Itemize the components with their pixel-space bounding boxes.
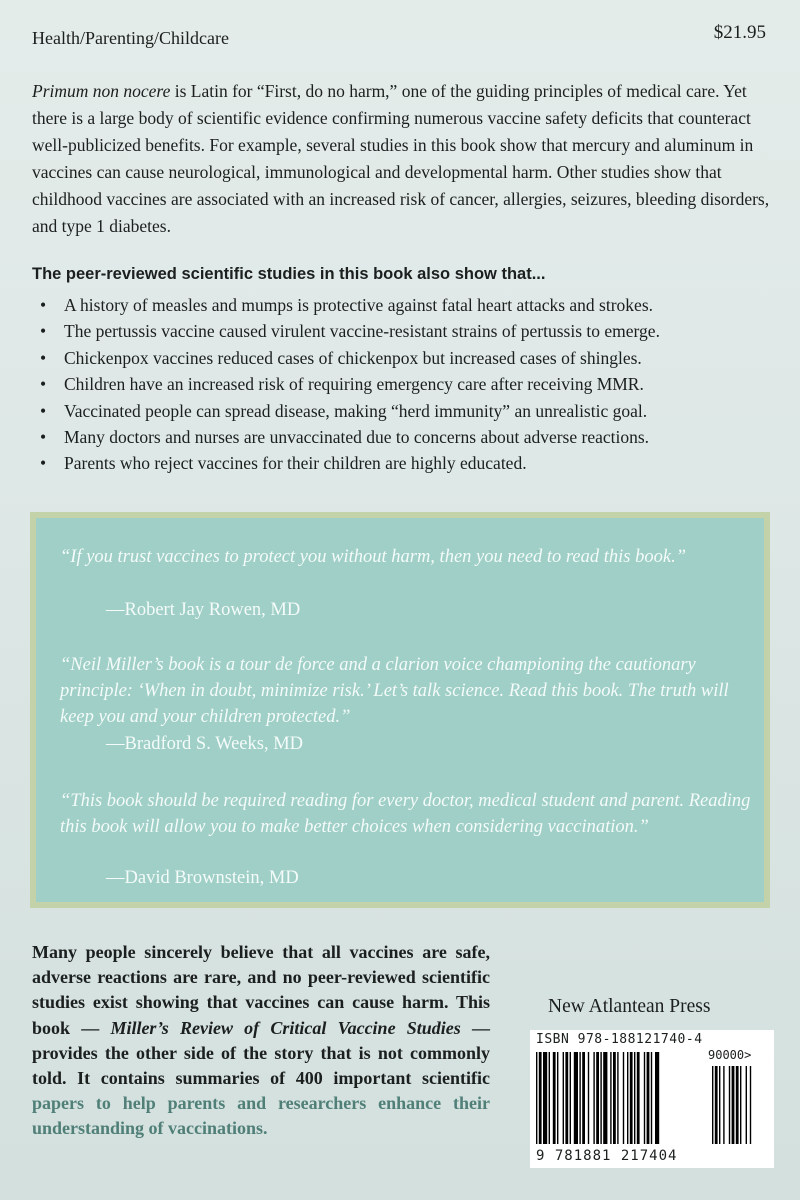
testimonial-quote-3: “This book should be required reading for every doctor, medical student and parent. Reading this book will allow you to make better choices when considering vaccination.” — [60, 791, 751, 837]
barcode-bar — [582, 1052, 585, 1144]
category-label: Health/Parenting/Childcare — [32, 28, 229, 48]
barcode-addon-bar — [719, 1066, 720, 1144]
barcode-bar — [543, 1052, 547, 1144]
barcode-addon: 90000> — [708, 1048, 752, 1062]
barcode-bar — [536, 1052, 537, 1144]
barcode-digits: 9 781881 217404 — [536, 1148, 678, 1164]
barcode-bar — [593, 1052, 594, 1144]
barcode-bar — [613, 1052, 616, 1144]
barcode-bar — [651, 1052, 652, 1144]
latin-phrase: Primum non nocere — [32, 81, 171, 101]
barcode-bar — [549, 1052, 550, 1144]
barcode-bar — [627, 1052, 628, 1144]
barcode-bar — [655, 1052, 659, 1144]
list-item: • Children have an increased risk of requiring emergency care after receiving MMR. — [40, 371, 780, 397]
barcode-addon-bar — [732, 1066, 735, 1144]
studies-heading: The peer-reviewed scientific studies in this book also show that... — [32, 265, 546, 283]
isbn-barcode — [530, 1030, 774, 1168]
intro-paragraph — [32, 78, 772, 240]
barcode-bar — [617, 1052, 618, 1144]
barcode-bar — [634, 1052, 635, 1144]
list-item: • A history of measles and mumps is protective against fatal heart attacks and strokes. — [40, 292, 780, 318]
testimonial-quote-1: “If you trust vaccines to protect you without harm, then you need to read this book.” — [60, 547, 687, 567]
barcode-addon-bar — [723, 1066, 724, 1144]
barcode-bar — [579, 1052, 580, 1144]
description-paragraph: Many people sincerely believe that all vaccines are safe, adverse reactions are rare, and no peer-reviewed scientific studies exist showing that vaccines can cause harm. This book — Miller’s Review of Critical Vaccine Studies — provides the other side of the story that is not commonly told. It contains summaries of 400 important scientific papers to help parents and researchers enhance their understanding of vaccinations. — [32, 942, 491, 1139]
testimonial-box — [30, 512, 770, 908]
isbn-label: ISBN 978-188121740-4 — [536, 1032, 703, 1047]
barcode-bar — [563, 1052, 564, 1144]
bullet-icon: • — [40, 321, 47, 342]
barcode-icon — [536, 1052, 768, 1148]
book-title: Miller’s Review of Critical Vaccine Studies — [110, 1017, 461, 1038]
barcode-bar — [557, 1052, 558, 1144]
barcode-addon-bar — [746, 1066, 747, 1144]
barcode-bar — [647, 1052, 650, 1144]
price-label: $21.95 — [713, 22, 766, 43]
bullet-icon: • — [40, 347, 47, 368]
barcode-bar — [596, 1052, 599, 1144]
barcode-addon-bar — [729, 1066, 730, 1144]
intro-text: is Latin for “First, do no harm,” one of the guiding principles of medical care. Yet there is a large body of scientific evidence confirming numerous vaccine safety deficits that counteract well-publicized benefits. For example, several studies in this book show that mercury and aluminum in vaccines can cause neurological, immunological and developmental harm. Other studies show that childhood vaccines are associated with an increased risk of cancer, allergies, seizures, bleeding disorders, and type 1 diabetes. — [32, 81, 770, 236]
list-item: • The pertussis vaccine caused virulent vaccine-resistant strains of pertussis to emerge. — [40, 318, 780, 344]
testimonial-quote-2: “Neil Miller’s book is a tour de force and a clarion voice championing the cautionary principle: ‘When in doubt, minimize risk.’ Let’s talk science. Read this book. The truth will keep you and your children protected.” — [60, 655, 729, 727]
testimonial-author-1: —Robert Jay Rowen, MD — [106, 600, 301, 620]
barcode-bar — [574, 1052, 578, 1144]
barcode-bar — [570, 1052, 571, 1144]
testimonial-author-3: —David Brownstein, MD — [106, 868, 299, 888]
list-item: • Chickenpox vaccines reduced cases of chickenpox but increased cases of shingles. — [40, 345, 780, 371]
bullet-icon: • — [40, 453, 47, 474]
barcode-bar — [553, 1052, 556, 1144]
barcode-addon-bar — [750, 1066, 751, 1144]
barcode-bar — [600, 1052, 601, 1144]
barcode-bar — [565, 1052, 568, 1144]
barcode-bar — [623, 1052, 624, 1144]
bullet-icon: • — [40, 400, 47, 421]
publisher-name: New Atlantean Press — [548, 996, 711, 1017]
bullet-icon: • — [40, 295, 47, 315]
barcode-bar — [637, 1052, 640, 1144]
barcode-bar — [603, 1052, 607, 1144]
bullet-icon: • — [40, 374, 47, 395]
barcode-addon-bar — [736, 1066, 739, 1144]
barcode-bar — [588, 1052, 589, 1144]
barcode-bar — [539, 1052, 542, 1144]
barcode-addon-bar — [740, 1066, 741, 1144]
list-item: • Vaccinated people can spread disease, making “herd immunity” an unrealistic goal. — [40, 398, 780, 424]
testimonial-author-2: —Bradford S. Weeks, MD — [106, 734, 304, 754]
list-item: • Many doctors and nurses are unvaccinated due to concerns about adverse reactions. — [40, 424, 780, 450]
list-item: • Parents who reject vaccines for their children are highly educated. — [40, 450, 780, 476]
barcode-addon-bar — [712, 1066, 713, 1144]
bullet-icon: • — [40, 427, 47, 448]
barcode-bar — [630, 1052, 633, 1144]
barcode-bar — [644, 1052, 645, 1144]
studies-list — [40, 292, 780, 477]
barcode-bar — [610, 1052, 611, 1144]
barcode-addon-bar — [715, 1066, 718, 1144]
